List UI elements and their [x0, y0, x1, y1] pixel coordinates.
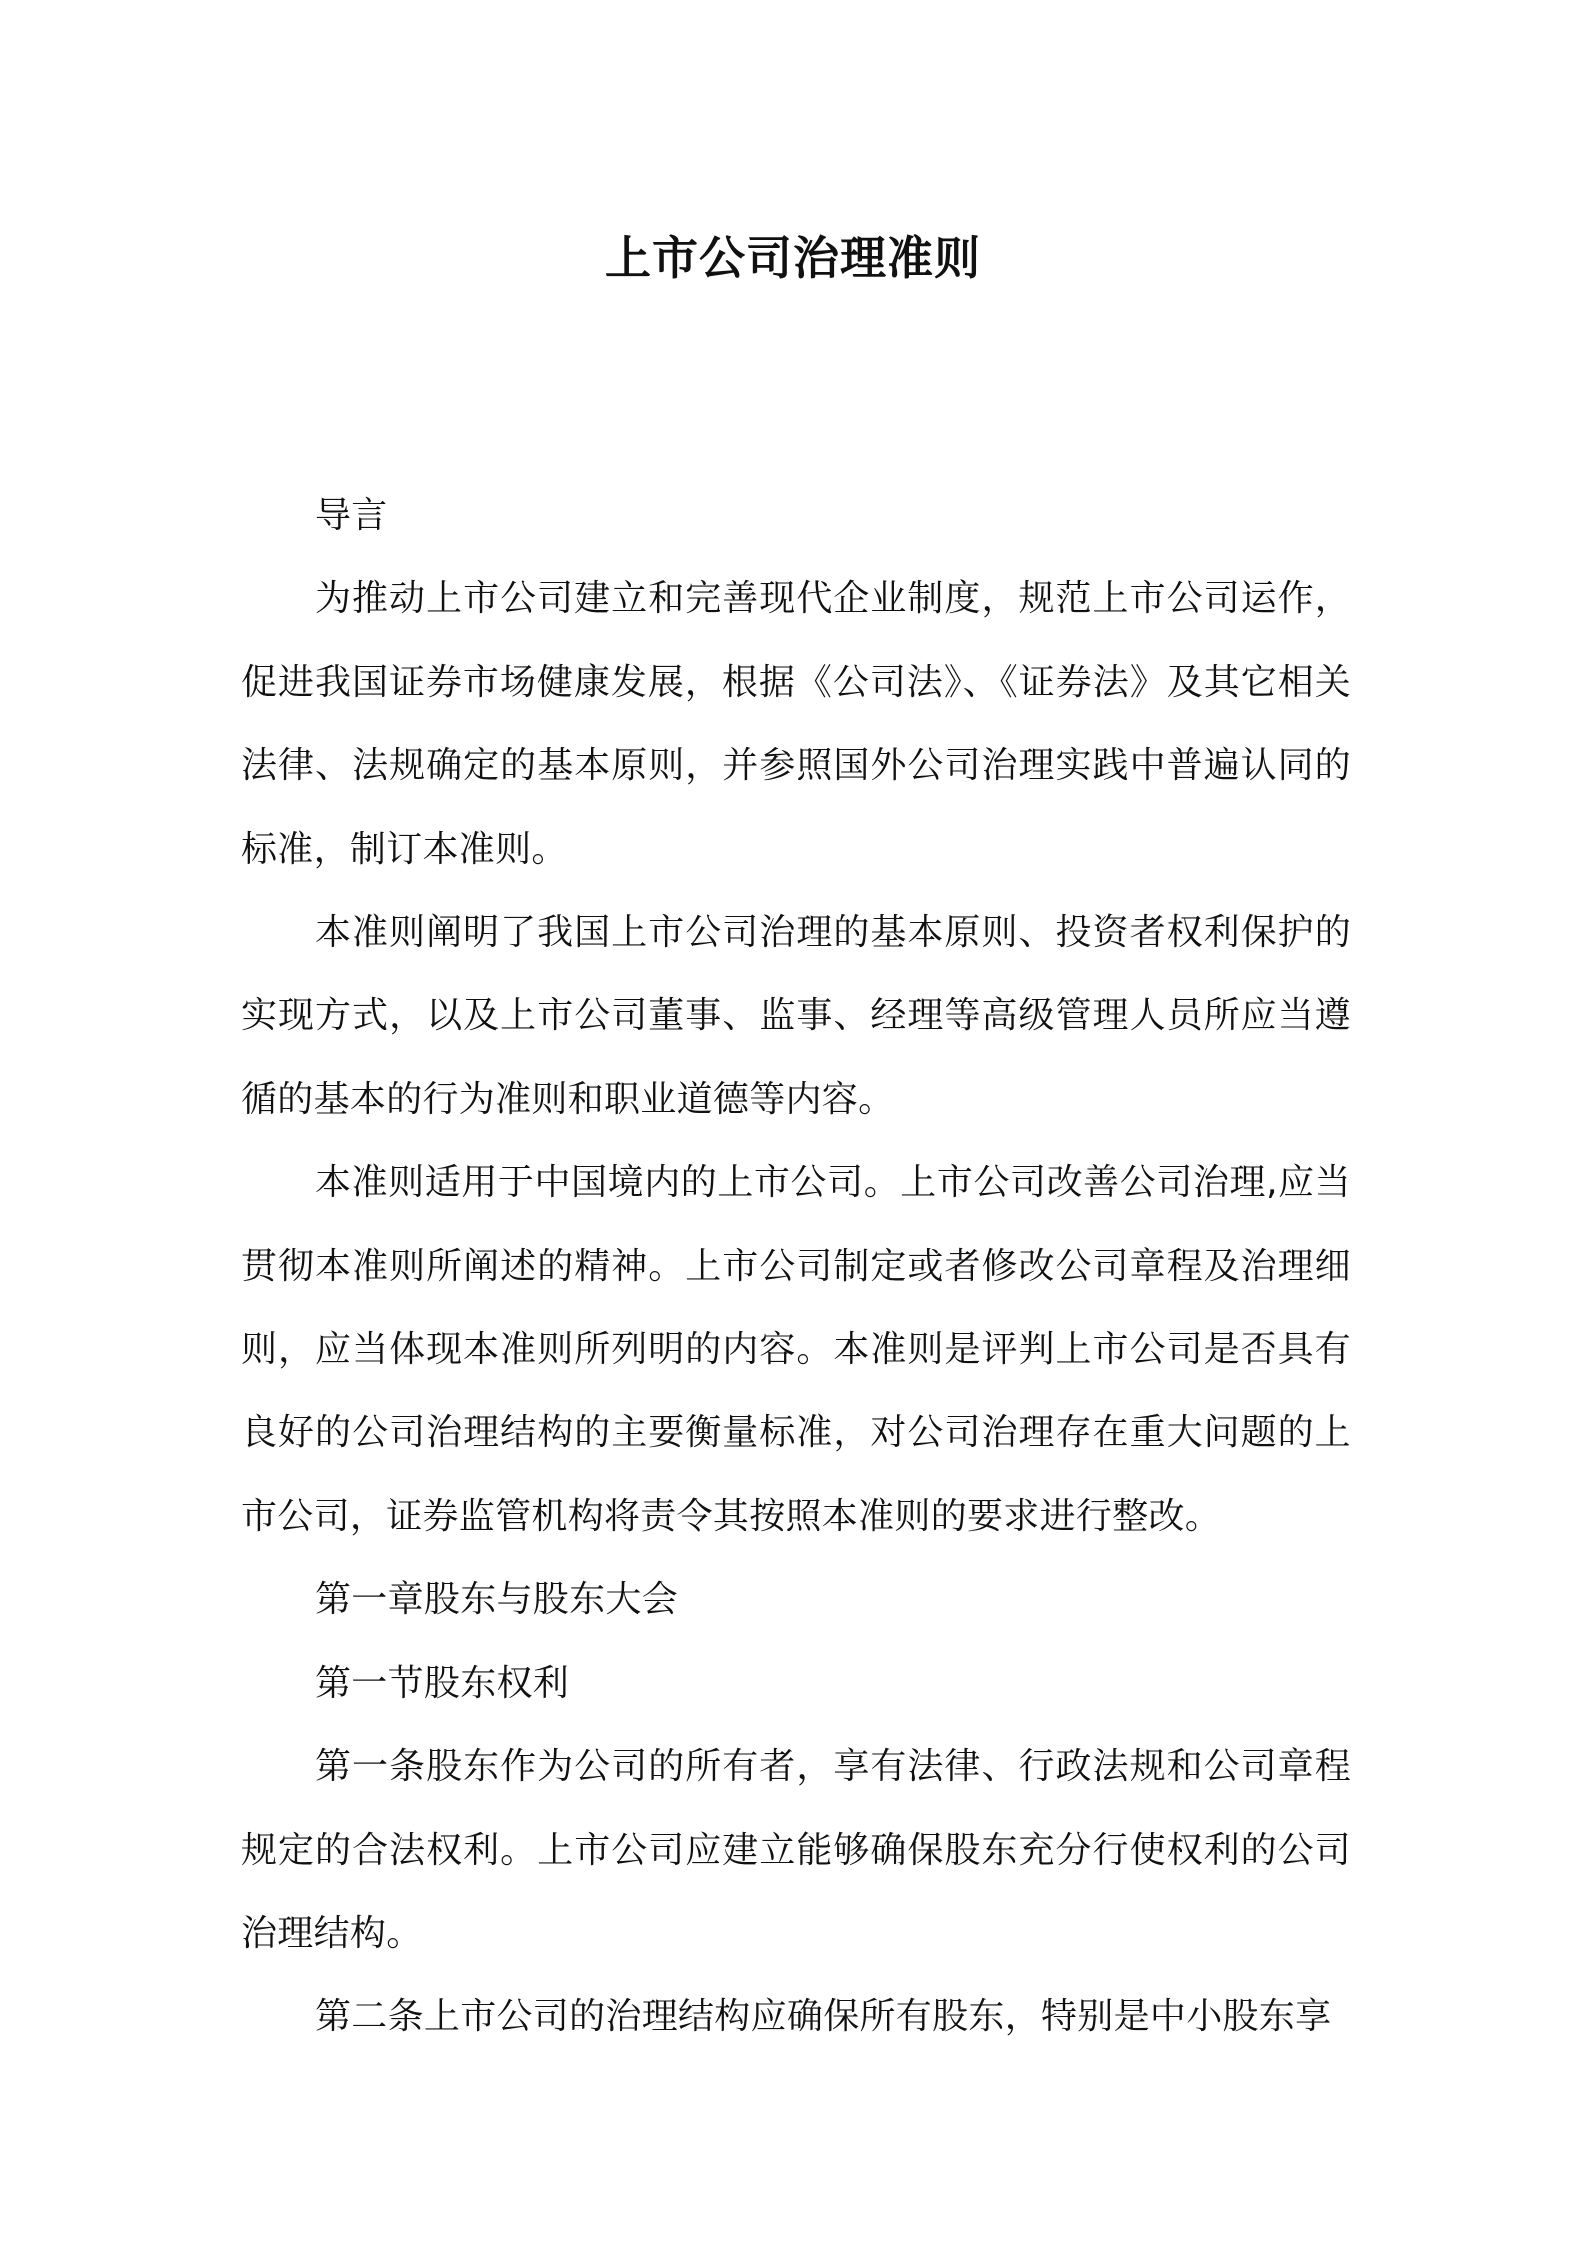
- article-2: 第二条上市公司的治理结构应确保所有股东，特别是中小股东享: [315, 1996, 1332, 2038]
- paragraph-purpose: 为推动上市公司建立和完善现代企业制度，规范上市公司运作，促进我国证券市场健康发展，根据《公司法》、《证券法》及其它相关法律、法规确定的基本原则，并参照国外公司治理实践中普遍认同的标准，制订本准则。: [241, 578, 1351, 870]
- document-body: [241, 474, 1351, 2059]
- chapter-heading: 第一章股东与股东大会: [315, 1579, 679, 1621]
- paragraph-scope-content: 本准则阐明了我国上市公司治理的基本原则、投资者权利保护的实现方式，以及上市公司董事、监事、经理等高级管理人员所应当遵循的基本的行为准则和职业道德等内容。: [241, 912, 1351, 1120]
- section-heading-introduction: 导言: [315, 495, 388, 536]
- document-title: 上市公司治理准则: [605, 231, 981, 285]
- paragraph-applicability: 本准则适用于中国境内的上市公司。上市公司改善公司治理,应当贯彻本准则所阐述的精神。上市公司制定或者修改公司章程及治理细则，应当体现本准则所列明的内容。本准则是评判上市公司是否具有良好的公司治理结构的主要衡量标准，对公司治理存在重大问题的上市公司，证券监管机构将责令其按照本准则的要求进行整改。: [241, 1162, 1351, 1537]
- section-heading: 第一节股东权利: [315, 1662, 570, 1704]
- article-1: 第一条股东作为公司的所有者，享有法律、行政法规和公司章程规定的合法权利。上市公司应建立能够确保股东充分行使权利的公司治理结构。: [241, 1746, 1351, 1954]
